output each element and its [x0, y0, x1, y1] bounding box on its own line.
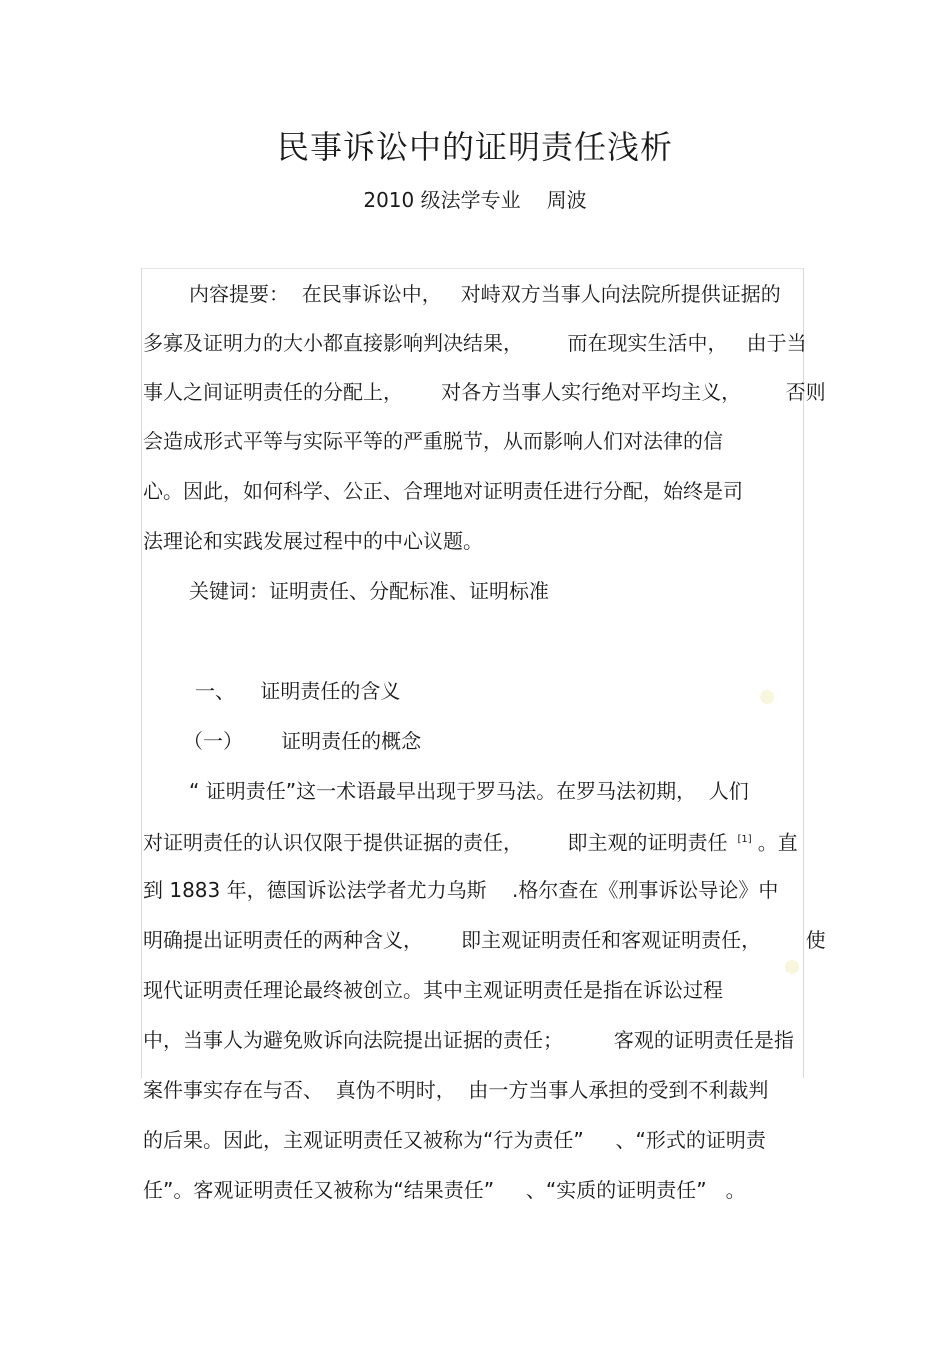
- abstract-line: 内容提要： 在民事诉讼中， 对峙双方当事人向法院所提供证据的: [189, 282, 781, 306]
- author-name: 周波: [546, 188, 587, 212]
- subsection-heading: （一） 证明责任的概念: [183, 729, 422, 753]
- scan-artifact: [760, 690, 774, 704]
- body-text: 对证明责任的认识仅限于提供证据的责任， 即主观的证明责任: [143, 830, 728, 855]
- body-line: 任”。客观证明责任又被称为“结果责任” 、“实质的证明责任” 。: [143, 1178, 746, 1202]
- body-line: 现代证明责任理论最终被创立。其中主观证明责任是指在诉讼过程: [143, 978, 723, 1002]
- body-line: “ 证明责任”这一术语最早出现于罗马法。在罗马法初期， 人们: [189, 779, 749, 803]
- body-line: 明确提出证明责任的两种含义， 即主观证明责任和客观证明责任， 使: [143, 928, 826, 952]
- body-line: 案件事实存在与否、 真伪不明时， 由一方当事人承担的受到不利裁判: [143, 1078, 769, 1102]
- frame-border-top: [141, 268, 804, 269]
- grade-major: 2010 级法学专业: [363, 188, 521, 212]
- document-title: 民事诉讼中的证明责任浅析: [276, 128, 673, 166]
- author-line: [0, 184, 950, 213]
- section-heading: 一、 证明责任的含义: [195, 679, 401, 703]
- footnote-reference[interactable]: [1]: [737, 834, 752, 845]
- frame-border-left: [141, 268, 142, 1078]
- abstract-line: 会造成形式平等与实际平等的严重脱节，从而影响人们对法律的信: [143, 429, 723, 453]
- keywords-line: 关键词：证明责任、分配标准、证明标准: [189, 579, 549, 603]
- body-line: [143, 826, 798, 857]
- abstract-line: 多寡及证明力的大小都直接影响判决结果， 而在现实生活中， 由于当: [143, 331, 807, 355]
- abstract-line: 事人之间证明责任的分配上， 对各方当事人实行绝对平均主义， 否则: [143, 380, 826, 404]
- body-line: 中，当事人为避免败诉向法院提出证据的责任； 客观的证明责任是指: [143, 1028, 794, 1052]
- abstract-line: 心。因此，如何科学、公正、合理地对证明责任进行分配，始终是司: [143, 479, 743, 503]
- body-line: 到 1883 年，德国诉讼法学者尤力乌斯 .格尔查在《刑事诉讼导论》中: [143, 878, 779, 902]
- body-line: 的后果。因此，主观证明责任又被称为“行为责任” 、“形式的证明责: [143, 1128, 766, 1152]
- abstract-line: 法理论和实践发展过程中的中心议题。: [143, 529, 483, 553]
- body-text: 。直: [757, 830, 798, 855]
- scan-artifact: [785, 960, 799, 974]
